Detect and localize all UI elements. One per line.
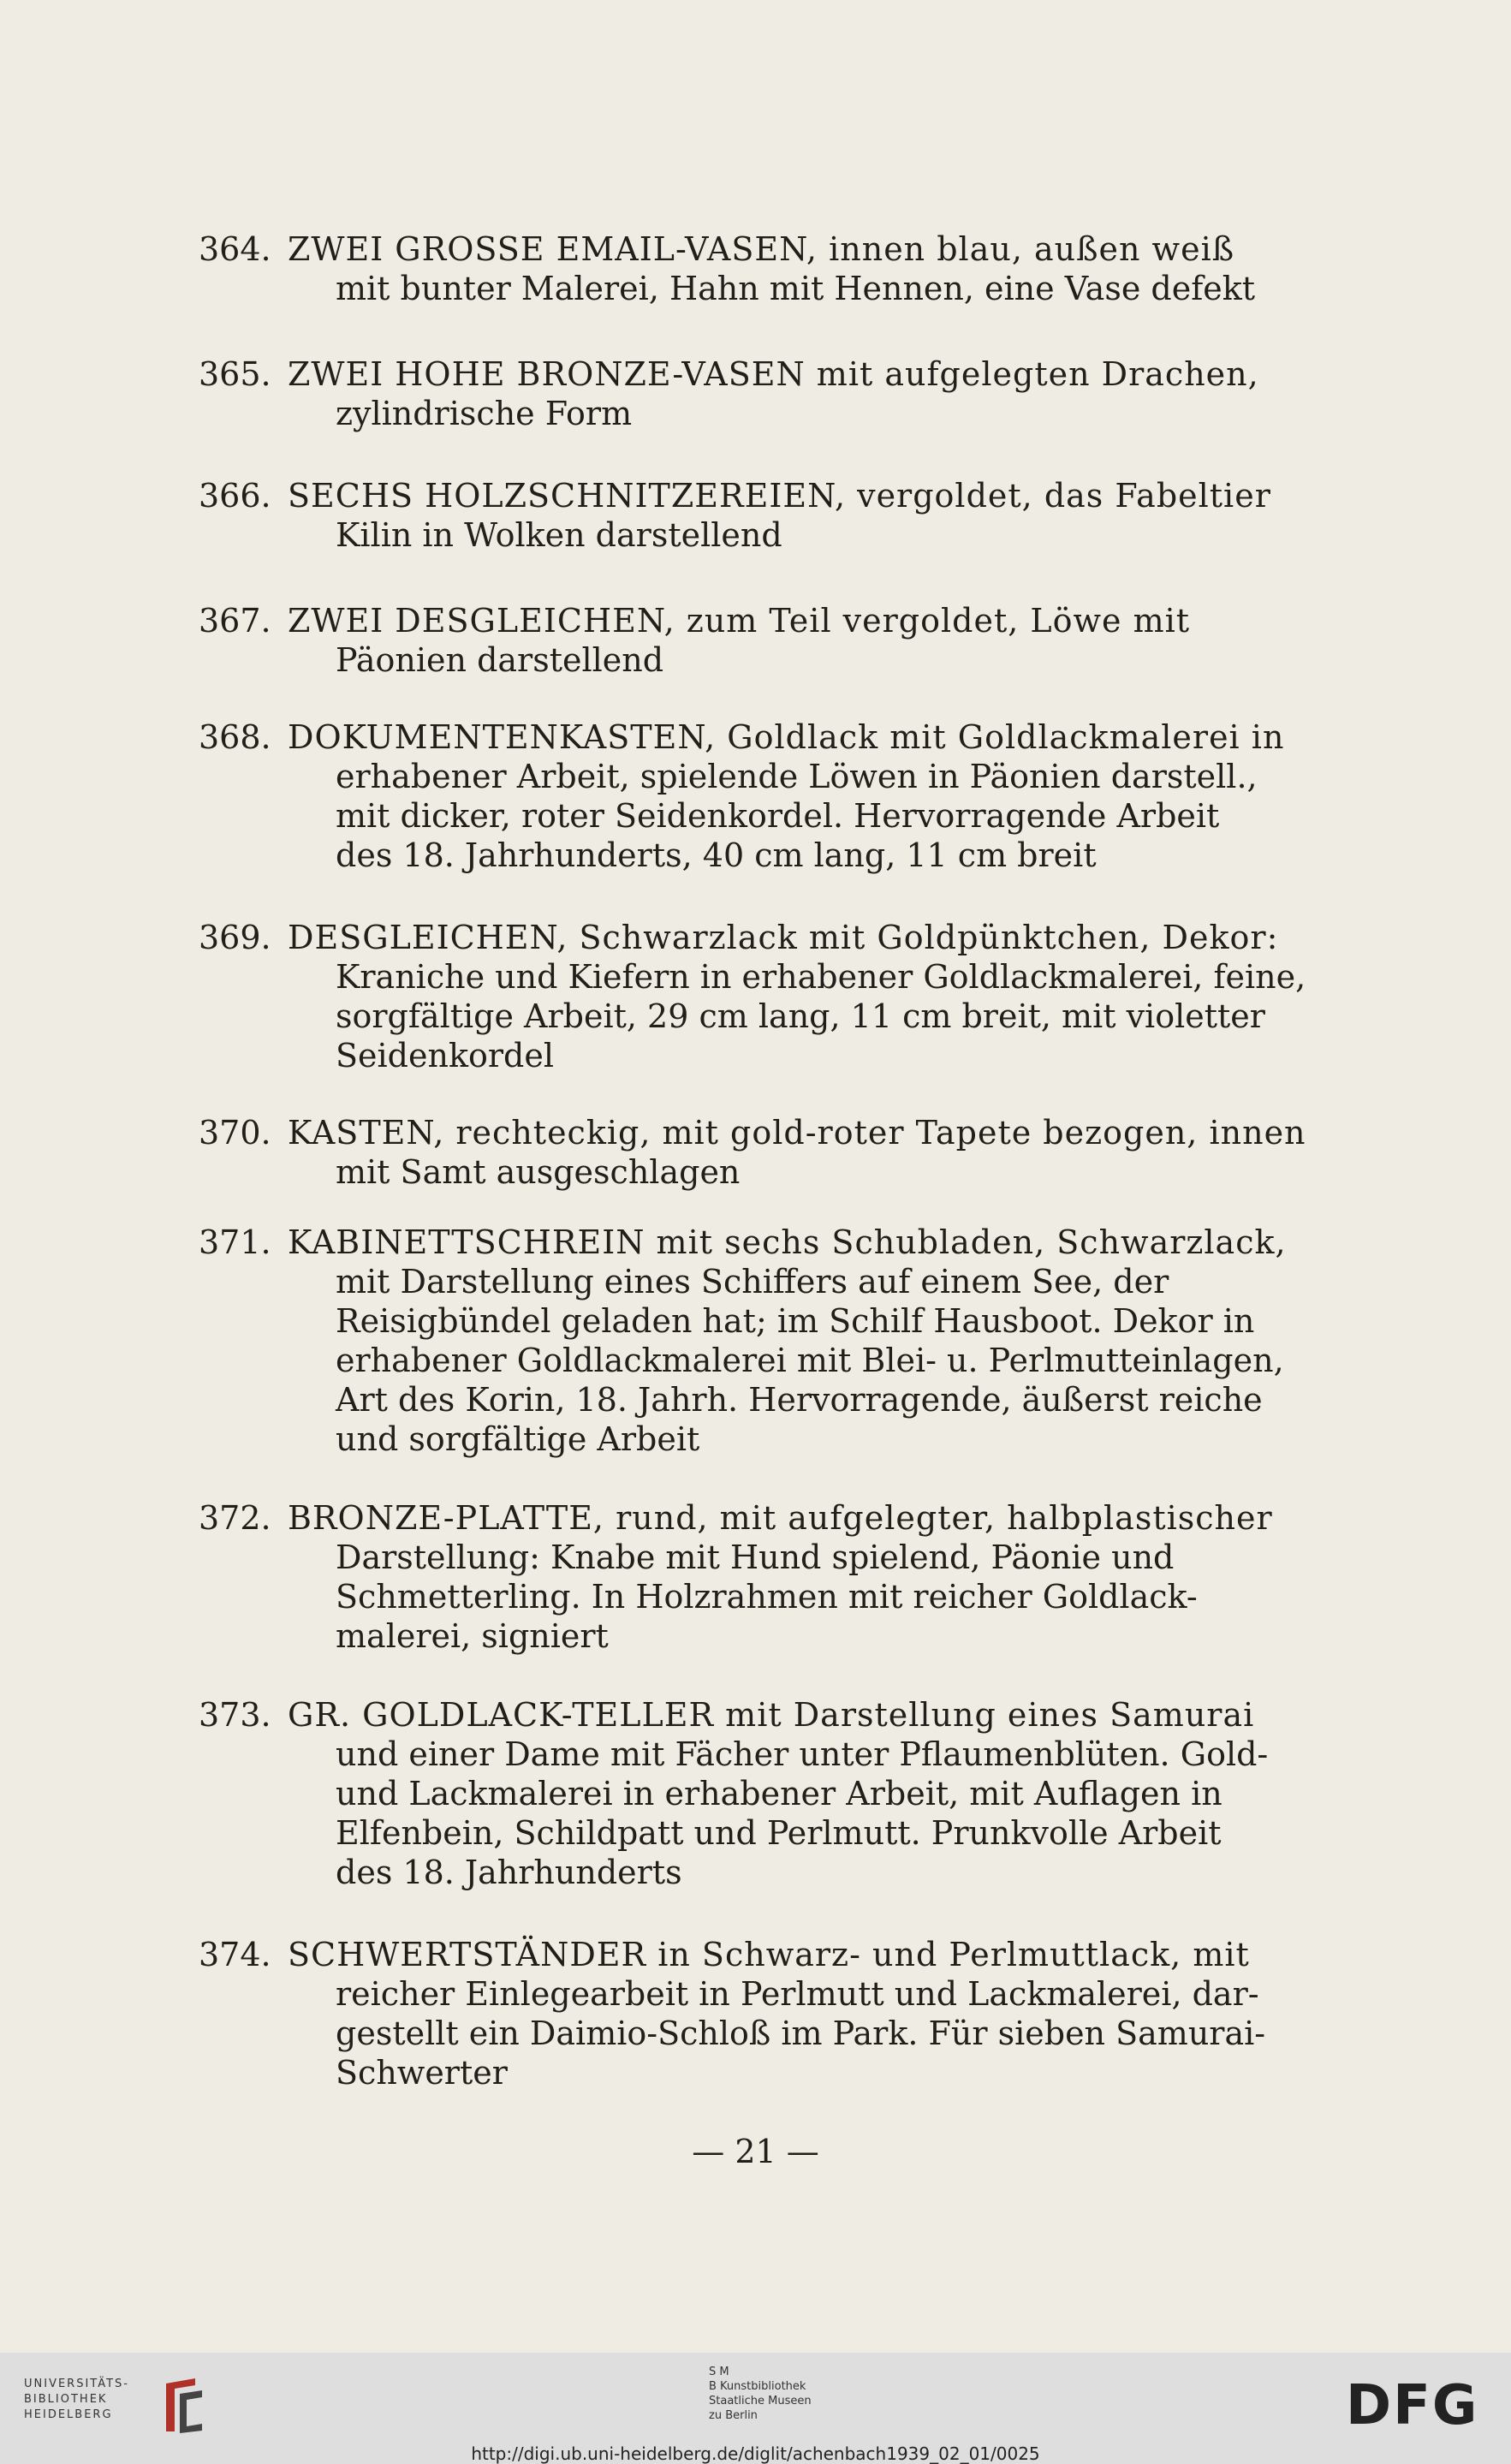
catalog-entry xyxy=(199,1935,1312,2092)
entry-text-line: Schwerter xyxy=(336,2054,508,2092)
entry-number: 364. xyxy=(199,230,271,268)
catalog-entry xyxy=(199,476,1312,555)
museum-library-logo[interactable] xyxy=(709,2365,812,2423)
university-emblem-icon xyxy=(163,2377,207,2433)
museum-logo-line: B Kunstbibliothek xyxy=(709,2380,806,2393)
entry-first-line xyxy=(199,601,1312,640)
entry-text-line: Art des Korin, 18. Jahrh. Hervorragende, äußerst reiche xyxy=(336,1381,1263,1419)
catalog-entry xyxy=(199,229,1312,308)
entry-text-line: und Lackmalerei in erhabener Arbeit, mit Auflagen in xyxy=(336,1775,1222,1812)
source-url-link[interactable]: http://digi.ub.uni-heidelberg.de/diglit/achenbach1939_02_01/0025 xyxy=(471,2443,1040,2464)
entry-first-line xyxy=(199,1935,1312,1974)
entry-text-line: Kraniche und Kiefern in erhabener Goldlackmalerei, feine, xyxy=(336,958,1306,996)
entry-text-line: Elfenbein, Schildpatt und Perlmutt. Prunkvolle Arbeit xyxy=(336,1814,1222,1852)
entry-first-line xyxy=(199,1498,1312,1538)
entry-number: 371. xyxy=(199,1223,271,1261)
entry-text-line: erhabener Arbeit, spielende Löwen in Päonien darstell., xyxy=(336,758,1258,795)
entry-number: 373. xyxy=(199,1696,271,1734)
entry-first-line xyxy=(199,229,1312,269)
entry-number: 367. xyxy=(199,602,271,640)
entry-text-line: mit dicker, roter Seidenkordel. Hervorragende Arbeit xyxy=(336,797,1220,835)
entry-text-line: Schmetterling. In Holzrahmen mit reicher Goldlack- xyxy=(336,1578,1198,1616)
entry-text: DESGLEICHEN, Schwarzlack mit Goldpünktchen, Dekor: xyxy=(288,919,1279,956)
entry-text-line: malerei, signiert xyxy=(336,1617,609,1655)
museum-logo-line: zu Berlin xyxy=(709,2409,758,2422)
entry-text-line: Reisigbündel geladen hat; im Schilf Hausboot. Dekor in xyxy=(336,1302,1255,1340)
entry-first-line xyxy=(199,1695,1312,1735)
entry-text-line: gestellt ein Daimio-Schloß im Park. Für sieben Samurai- xyxy=(336,2015,1266,2052)
museum-logo-line: Staatliche Museen xyxy=(709,2395,812,2407)
entry-number: 366. xyxy=(199,477,271,515)
entry-text-line: mit Darstellung eines Schiffers auf einem See, der xyxy=(336,1263,1169,1300)
catalog-entry xyxy=(199,601,1312,680)
entry-number: 365. xyxy=(199,355,271,393)
entry-text-line: Kilin in Wolken darstellend xyxy=(336,516,782,554)
entry-text-line: und einer Dame mit Fächer unter Pflaumenblüten. Gold- xyxy=(336,1735,1269,1773)
footer-bar xyxy=(0,2353,1511,2464)
entry-first-line xyxy=(199,918,1312,957)
university-name-line: HEIDELBERG xyxy=(24,2408,113,2421)
entry-number: 370. xyxy=(199,1114,271,1152)
catalog-entry xyxy=(199,1223,1312,1459)
catalog-entry xyxy=(199,918,1312,1075)
entry-text-line: Darstellung: Knabe mit Hund spielend, Päonie und xyxy=(336,1539,1175,1576)
entry-text-line: sorgfältige Arbeit, 29 cm lang, 11 cm breit, mit violetter xyxy=(336,997,1265,1035)
entry-first-line xyxy=(199,476,1312,515)
entry-text-line: reicher Einlegearbeit in Perlmutt und Lackmalerei, dar- xyxy=(336,1975,1259,2013)
entry-text: ZWEI GROSSE EMAIL-VASEN, innen blau, außen weiß xyxy=(288,230,1235,268)
catalog-entry xyxy=(199,717,1312,875)
entry-text-line: und sorgfältige Arbeit xyxy=(336,1420,700,1458)
page-number: — 21 — xyxy=(692,2133,819,2170)
university-library-logo[interactable] xyxy=(24,2377,221,2437)
entry-first-line xyxy=(199,1113,1312,1152)
dfg-logo[interactable]: DFG xyxy=(1346,2374,1479,2437)
entry-text: GR. GOLDLACK-TELLER mit Darstellung eines Samurai xyxy=(288,1696,1255,1734)
catalog-entry xyxy=(199,1498,1312,1656)
entry-text: KASTEN, rechteckig, mit gold-roter Tapete bezogen, innen xyxy=(288,1114,1306,1152)
entry-number: 372. xyxy=(199,1499,271,1537)
entry-text: DOKUMENTENKASTEN, Goldlack mit Goldlackmalerei in xyxy=(288,718,1285,756)
entry-text-line: des 18. Jahrhunderts xyxy=(336,1854,682,1891)
entry-text-line: erhabener Goldlackmalerei mit Blei- u. Perlmutteinlagen, xyxy=(336,1342,1284,1379)
entry-text-line: mit bunter Malerei, Hahn mit Hennen, eine Vase defekt xyxy=(336,270,1256,307)
entry-text: SECHS HOLZSCHNITZEREIEN, vergoldet, das Fabeltier xyxy=(288,477,1271,515)
university-library-name xyxy=(24,2377,129,2423)
entry-text: BRONZE-PLATTE, rund, mit aufgelegter, halbplastischer xyxy=(288,1499,1273,1537)
entry-number: 374. xyxy=(199,1936,271,1973)
entry-number: 368. xyxy=(199,718,271,756)
catalog-entry xyxy=(199,1695,1312,1892)
entry-text-line: Seidenkordel xyxy=(336,1037,554,1074)
university-name-line: BIBLIOTHEK xyxy=(24,2393,108,2406)
catalog-entry xyxy=(199,354,1312,433)
entry-first-line xyxy=(199,717,1312,757)
entry-text: SCHWERTSTÄNDER in Schwarz- und Perlmuttlack, mit xyxy=(288,1936,1250,1973)
entry-first-line xyxy=(199,1223,1312,1262)
entry-text: KABINETTSCHREIN mit sechs Schubladen, Schwarzlack, xyxy=(288,1223,1287,1261)
entry-number: 369. xyxy=(199,919,271,956)
university-name-line: UNIVERSITÄTS- xyxy=(24,2378,129,2390)
entry-first-line xyxy=(199,354,1312,394)
entry-text-line: des 18. Jahrhunderts, 40 cm lang, 11 cm breit xyxy=(336,836,1097,874)
entry-text: ZWEI DESGLEICHEN, zum Teil vergoldet, Löwe mit xyxy=(288,602,1191,640)
museum-logo-line: S M xyxy=(709,2366,729,2378)
entry-text-line: zylindrische Form xyxy=(336,395,633,432)
entry-text-line: mit Samt ausgeschlagen xyxy=(336,1153,741,1191)
entry-text-line: Päonien darstellend xyxy=(336,641,664,679)
entry-text: ZWEI HOHE BRONZE-VASEN mit aufgelegten Drachen, xyxy=(288,355,1259,393)
catalog-entry xyxy=(199,1113,1312,1192)
